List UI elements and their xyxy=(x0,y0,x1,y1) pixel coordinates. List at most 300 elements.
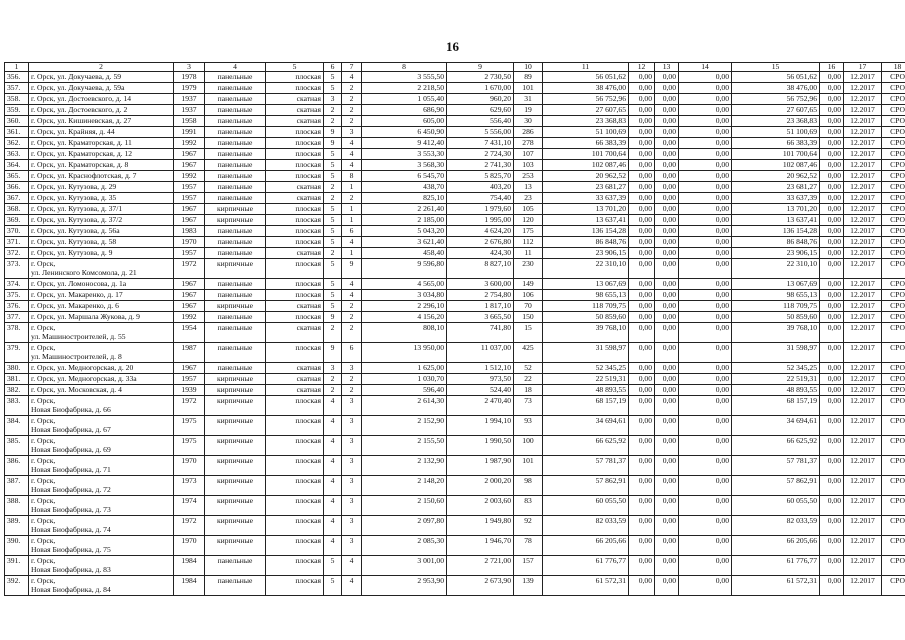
cell-col-12: 0,00 xyxy=(629,476,655,496)
cell-col-13: 0,00 xyxy=(655,237,679,248)
cell-col-16: 0,00 xyxy=(820,363,844,374)
cell-address: г. Орск, ул. Маршала Жукова, д. 9 xyxy=(29,312,174,323)
column-header-address: 2 xyxy=(29,63,174,72)
cell-cost-total: 66 205,66 xyxy=(543,536,629,556)
cell-wall-material: панельные xyxy=(205,193,266,204)
cell-floors: 4 xyxy=(324,416,342,436)
cell-col-13: 0,00 xyxy=(655,259,679,279)
cell-total-area: 3 034,80 xyxy=(362,290,447,301)
cell-col-16: 0,00 xyxy=(820,204,844,215)
cell-cost-total: 22 519,31 xyxy=(543,374,629,385)
cell-residents: 150 xyxy=(514,312,543,323)
cell-wall-material: панельные xyxy=(205,105,266,116)
cell-source: СРО xyxy=(882,556,905,576)
cell-col-13: 0,00 xyxy=(655,116,679,127)
cell-col-12: 0,00 xyxy=(629,171,655,182)
cell-living-area: 403,20 xyxy=(447,182,514,193)
cell-floors: 2 xyxy=(324,116,342,127)
cell-floors: 5 xyxy=(324,72,342,83)
cell-wall-material: кирпичные xyxy=(205,516,266,536)
cell-address: г. Орск, Новая Биофабрика, д. 71 xyxy=(29,456,174,476)
table-row xyxy=(5,556,905,576)
cell-living-area: 1 670,00 xyxy=(447,83,514,94)
cell-source: СРО xyxy=(882,290,905,301)
cell-col-16: 0,00 xyxy=(820,160,844,171)
cell-total-area: 605,00 xyxy=(362,116,447,127)
cell-col-12: 0,00 xyxy=(629,536,655,556)
cell-col-13: 0,00 xyxy=(655,72,679,83)
cell-cost-total: 57 781,37 xyxy=(543,456,629,476)
cell-total-area: 5 043,20 xyxy=(362,226,447,237)
cell-floors: 5 xyxy=(324,576,342,596)
cell-year: 1992 xyxy=(174,171,205,182)
cell-total-area: 2 085,30 xyxy=(362,536,447,556)
cell-total-area: 2 132,90 xyxy=(362,456,447,476)
cell-cost-15: 66 625,92 xyxy=(732,436,820,456)
cell-source: СРО xyxy=(882,215,905,226)
cell-term: 12.2017 xyxy=(844,476,882,496)
cell-term: 12.2017 xyxy=(844,343,882,363)
cell-wall-material: кирпичные xyxy=(205,496,266,516)
cell-cost-15: 23 368,83 xyxy=(732,116,820,127)
cell-col-14: 0,00 xyxy=(679,237,732,248)
cell-address: г. Орск, ул. Краматорская, д. 12 xyxy=(29,149,174,160)
cell-term: 12.2017 xyxy=(844,556,882,576)
cell-living-area: 2 003,60 xyxy=(447,496,514,516)
cell-col-12: 0,00 xyxy=(629,323,655,343)
cell-col-14: 0,00 xyxy=(679,248,732,259)
cell-col-13: 0,00 xyxy=(655,312,679,323)
cell-living-area: 1 979,60 xyxy=(447,204,514,215)
cell-address: г. Орск, ул. Краматорская, д. 8 xyxy=(29,160,174,171)
cell-col-13: 0,00 xyxy=(655,343,679,363)
cell-floors: 3 xyxy=(324,363,342,374)
cell-col-12: 0,00 xyxy=(629,215,655,226)
cell-col-16: 0,00 xyxy=(820,576,844,596)
cell-total-area: 825,10 xyxy=(362,193,447,204)
cell-address: г. Орск, ул. Докучаева, д. 59а xyxy=(29,83,174,94)
cell-cost-total: 51 100,69 xyxy=(543,127,629,138)
cell-wall-material: панельные xyxy=(205,343,266,363)
cell-total-area: 1 030,70 xyxy=(362,374,447,385)
column-header-term: 17 xyxy=(844,63,882,72)
cell-cost-15: 56 051,62 xyxy=(732,72,820,83)
cell-total-area: 3 553,30 xyxy=(362,149,447,160)
cell-total-area: 3 568,30 xyxy=(362,160,447,171)
cell-wall-material: панельные xyxy=(205,226,266,237)
cell-col-14: 0,00 xyxy=(679,456,732,476)
cell-cost-15: 23 681,27 xyxy=(732,182,820,193)
cell-cost-15: 13 637,41 xyxy=(732,215,820,226)
cell-wall-material: панельные xyxy=(205,94,266,105)
cell-col-14: 0,00 xyxy=(679,149,732,160)
cell-source: СРО xyxy=(882,374,905,385)
cell-roof-type: плоская xyxy=(266,396,324,416)
cell-term: 12.2017 xyxy=(844,226,882,237)
cell-roof-type: плоская xyxy=(266,312,324,323)
cell-entrances: 2 xyxy=(342,374,362,385)
cell-floors: 2 xyxy=(324,385,342,396)
cell-total-area: 9 412,40 xyxy=(362,138,447,149)
cell-col-16: 0,00 xyxy=(820,171,844,182)
cell-col-13: 0,00 xyxy=(655,374,679,385)
cell-num: 389. xyxy=(5,516,29,536)
cell-source: СРО xyxy=(882,323,905,343)
cell-source: СРО xyxy=(882,105,905,116)
cell-address: г. Орск, Новая Биофабрика, д. 84 xyxy=(29,576,174,596)
table-row xyxy=(5,138,905,149)
cell-total-area: 2 218,50 xyxy=(362,83,447,94)
cell-entrances: 2 xyxy=(342,193,362,204)
cell-cost-total: 27 607,65 xyxy=(543,105,629,116)
cell-address: г. Орск, ул. Макаренко, д. 17 xyxy=(29,290,174,301)
cell-floors: 5 xyxy=(324,237,342,248)
cell-col-13: 0,00 xyxy=(655,496,679,516)
cell-total-area: 1 625,00 xyxy=(362,363,447,374)
cell-cost-15: 66 383,39 xyxy=(732,138,820,149)
column-header-residents: 10 xyxy=(514,63,543,72)
cell-num: 358. xyxy=(5,94,29,105)
cell-col-14: 0,00 xyxy=(679,436,732,456)
cell-entrances: 2 xyxy=(342,323,362,343)
cell-floors: 2 xyxy=(324,193,342,204)
cell-wall-material: панельные xyxy=(205,116,266,127)
cell-term: 12.2017 xyxy=(844,94,882,105)
cell-entrances: 3 xyxy=(342,396,362,416)
cell-address: г. Орск, Новая Биофабрика, д. 72 xyxy=(29,476,174,496)
cell-cost-15: 86 848,76 xyxy=(732,237,820,248)
cell-col-14: 0,00 xyxy=(679,496,732,516)
cell-living-area: 2 730,50 xyxy=(447,72,514,83)
cell-cost-15: 50 859,60 xyxy=(732,312,820,323)
cell-cost-total: 39 768,10 xyxy=(543,323,629,343)
cell-col-12: 0,00 xyxy=(629,149,655,160)
cell-cost-15: 66 205,66 xyxy=(732,536,820,556)
cell-cost-total: 20 962,52 xyxy=(543,171,629,182)
cell-residents: 89 xyxy=(514,72,543,83)
cell-col-13: 0,00 xyxy=(655,248,679,259)
cell-roof-type: скатная xyxy=(266,248,324,259)
cell-col-14: 0,00 xyxy=(679,105,732,116)
cell-roof-type: плоская xyxy=(266,83,324,94)
cell-residents: 92 xyxy=(514,516,543,536)
cell-num: 379. xyxy=(5,343,29,363)
cell-roof-type: плоская xyxy=(266,279,324,290)
cell-address: г. Орск, ул. Кишиневская, д. 27 xyxy=(29,116,174,127)
cell-num: 361. xyxy=(5,127,29,138)
cell-col-13: 0,00 xyxy=(655,385,679,396)
cell-num: 392. xyxy=(5,576,29,596)
cell-num: 378. xyxy=(5,323,29,343)
cell-col-13: 0,00 xyxy=(655,323,679,343)
cell-roof-type: плоская xyxy=(266,436,324,456)
cell-roof-type: плоская xyxy=(266,416,324,436)
cell-col-16: 0,00 xyxy=(820,516,844,536)
cell-source: СРО xyxy=(882,160,905,171)
cell-col-13: 0,00 xyxy=(655,94,679,105)
cell-col-12: 0,00 xyxy=(629,290,655,301)
cell-cost-15: 56 752,96 xyxy=(732,94,820,105)
cell-cost-total: 52 345,25 xyxy=(543,363,629,374)
cell-roof-type: плоская xyxy=(266,476,324,496)
cell-term: 12.2017 xyxy=(844,182,882,193)
cell-col-14: 0,00 xyxy=(679,171,732,182)
cell-term: 12.2017 xyxy=(844,436,882,456)
cell-year: 1967 xyxy=(174,290,205,301)
cell-residents: 13 xyxy=(514,182,543,193)
cell-num: 366. xyxy=(5,182,29,193)
cell-wall-material: панельные xyxy=(205,556,266,576)
table-row xyxy=(5,83,905,94)
cell-living-area: 424,30 xyxy=(447,248,514,259)
cell-floors: 3 xyxy=(324,94,342,105)
cell-term: 12.2017 xyxy=(844,576,882,596)
cell-address: г. Орск, ул. Медногорская, д. 33а xyxy=(29,374,174,385)
cell-col-12: 0,00 xyxy=(629,94,655,105)
table-row xyxy=(5,259,905,279)
table-row xyxy=(5,312,905,323)
column-header-roof-type: 5 xyxy=(266,63,324,72)
cell-address: г. Орск, ул. Кутузова, д. 58 xyxy=(29,237,174,248)
cell-col-12: 0,00 xyxy=(629,436,655,456)
cell-roof-type: плоская xyxy=(266,215,324,226)
cell-address: г. Орск, ул. Краснофлотская, д. 7 xyxy=(29,171,174,182)
cell-col-16: 0,00 xyxy=(820,385,844,396)
housing-table xyxy=(4,62,905,596)
cell-col-16: 0,00 xyxy=(820,416,844,436)
cell-roof-type: плоская xyxy=(266,138,324,149)
cell-num: 380. xyxy=(5,363,29,374)
cell-living-area: 4 624,20 xyxy=(447,226,514,237)
cell-floors: 5 xyxy=(324,279,342,290)
cell-col-12: 0,00 xyxy=(629,301,655,312)
table-row xyxy=(5,94,905,105)
column-header-source: 18 xyxy=(882,63,905,72)
cell-col-13: 0,00 xyxy=(655,193,679,204)
cell-living-area: 2 724,30 xyxy=(447,149,514,160)
cell-col-14: 0,00 xyxy=(679,323,732,343)
cell-living-area: 5 825,70 xyxy=(447,171,514,182)
cell-address: г. Орск, ул. Краматорская, д. 11 xyxy=(29,138,174,149)
column-header-entrances: 7 xyxy=(342,63,362,72)
cell-cost-15: 136 154,28 xyxy=(732,226,820,237)
cell-entrances: 1 xyxy=(342,215,362,226)
cell-entrances: 2 xyxy=(342,301,362,312)
cell-year: 1978 xyxy=(174,72,205,83)
cell-cost-15: 38 476,00 xyxy=(732,83,820,94)
cell-source: СРО xyxy=(882,536,905,556)
cell-cost-15: 101 700,64 xyxy=(732,149,820,160)
cell-total-area: 1 055,40 xyxy=(362,94,447,105)
cell-term: 12.2017 xyxy=(844,416,882,436)
cell-floors: 5 xyxy=(324,226,342,237)
cell-entrances: 9 xyxy=(342,259,362,279)
cell-total-area: 6 545,70 xyxy=(362,171,447,182)
cell-living-area: 1 990,50 xyxy=(447,436,514,456)
cell-entrances: 1 xyxy=(342,248,362,259)
cell-living-area: 5 556,00 xyxy=(447,127,514,138)
cell-residents: 278 xyxy=(514,138,543,149)
cell-num: 376. xyxy=(5,301,29,312)
cell-col-12: 0,00 xyxy=(629,576,655,596)
cell-year: 1983 xyxy=(174,226,205,237)
cell-cost-15: 20 962,52 xyxy=(732,171,820,182)
cell-year: 1957 xyxy=(174,248,205,259)
table-row xyxy=(5,290,905,301)
column-header-cost-15: 15 xyxy=(732,63,820,72)
cell-col-14: 0,00 xyxy=(679,301,732,312)
cell-col-14: 0,00 xyxy=(679,312,732,323)
cell-entrances: 3 xyxy=(342,496,362,516)
cell-wall-material: панельные xyxy=(205,290,266,301)
cell-source: СРО xyxy=(882,237,905,248)
cell-residents: 70 xyxy=(514,301,543,312)
cell-cost-total: 118 709,75 xyxy=(543,301,629,312)
cell-residents: 230 xyxy=(514,259,543,279)
cell-entrances: 2 xyxy=(342,312,362,323)
cell-wall-material: кирпичные xyxy=(205,396,266,416)
cell-col-14: 0,00 xyxy=(679,363,732,374)
cell-roof-type: плоская xyxy=(266,343,324,363)
cell-col-13: 0,00 xyxy=(655,556,679,576)
cell-roof-type: плоская xyxy=(266,536,324,556)
cell-col-12: 0,00 xyxy=(629,83,655,94)
cell-source: СРО xyxy=(882,127,905,138)
cell-cost-total: 82 033,59 xyxy=(543,516,629,536)
cell-living-area: 11 037,00 xyxy=(447,343,514,363)
cell-floors: 5 xyxy=(324,259,342,279)
cell-entrances: 3 xyxy=(342,476,362,496)
cell-living-area: 1 512,10 xyxy=(447,363,514,374)
cell-floors: 2 xyxy=(324,182,342,193)
cell-residents: 18 xyxy=(514,385,543,396)
cell-col-12: 0,00 xyxy=(629,556,655,576)
cell-source: СРО xyxy=(882,416,905,436)
cell-col-14: 0,00 xyxy=(679,343,732,363)
cell-num: 377. xyxy=(5,312,29,323)
cell-floors: 9 xyxy=(324,343,342,363)
cell-address: г. Орск, ул. Крайняя, д. 44 xyxy=(29,127,174,138)
column-header-wall-material: 4 xyxy=(205,63,266,72)
column-header-col-16: 16 xyxy=(820,63,844,72)
table-row xyxy=(5,374,905,385)
cell-residents: 105 xyxy=(514,204,543,215)
cell-address: г. Орск, ул. Медногорская, д. 20 xyxy=(29,363,174,374)
cell-col-12: 0,00 xyxy=(629,248,655,259)
cell-wall-material: панельные xyxy=(205,138,266,149)
table-row xyxy=(5,456,905,476)
cell-cost-total: 56 752,96 xyxy=(543,94,629,105)
cell-col-12: 0,00 xyxy=(629,127,655,138)
cell-address: г. Орск, ул. Машиностроителей, д. 55 xyxy=(29,323,174,343)
cell-living-area: 1 949,80 xyxy=(447,516,514,536)
column-header-floors: 6 xyxy=(324,63,342,72)
cell-num: 383. xyxy=(5,396,29,416)
cell-total-area: 3 555,50 xyxy=(362,72,447,83)
cell-residents: 93 xyxy=(514,416,543,436)
table-row xyxy=(5,116,905,127)
cell-year: 1967 xyxy=(174,279,205,290)
cell-residents: 30 xyxy=(514,116,543,127)
table-row xyxy=(5,476,905,496)
cell-roof-type: плоская xyxy=(266,171,324,182)
cell-entrances: 4 xyxy=(342,160,362,171)
cell-residents: 101 xyxy=(514,83,543,94)
cell-year: 1970 xyxy=(174,536,205,556)
cell-col-13: 0,00 xyxy=(655,171,679,182)
cell-num: 364. xyxy=(5,160,29,171)
cell-residents: 106 xyxy=(514,290,543,301)
cell-col-16: 0,00 xyxy=(820,323,844,343)
cell-term: 12.2017 xyxy=(844,259,882,279)
cell-entrances: 2 xyxy=(342,385,362,396)
cell-address: г. Орск, Новая Биофабрика, д. 67 xyxy=(29,416,174,436)
cell-col-16: 0,00 xyxy=(820,476,844,496)
cell-col-16: 0,00 xyxy=(820,436,844,456)
cell-entrances: 8 xyxy=(342,171,362,182)
cell-num: 360. xyxy=(5,116,29,127)
cell-cost-15: 23 906,15 xyxy=(732,248,820,259)
cell-term: 12.2017 xyxy=(844,496,882,516)
cell-source: СРО xyxy=(882,149,905,160)
cell-roof-type: плоская xyxy=(266,259,324,279)
cell-address: г. Орск, Новая Биофабрика, д. 75 xyxy=(29,536,174,556)
cell-cost-15: 61 776,77 xyxy=(732,556,820,576)
cell-col-16: 0,00 xyxy=(820,343,844,363)
cell-roof-type: плоская xyxy=(266,72,324,83)
column-header-total-area: 8 xyxy=(362,63,447,72)
cell-col-16: 0,00 xyxy=(820,290,844,301)
table-row xyxy=(5,323,905,343)
cell-wall-material: кирпичные xyxy=(205,385,266,396)
cell-entrances: 4 xyxy=(342,72,362,83)
cell-address: г. Орск, ул. Достоевского, д. 2 xyxy=(29,105,174,116)
column-header-num: 1 xyxy=(5,63,29,72)
cell-cost-15: 98 655,13 xyxy=(732,290,820,301)
cell-col-13: 0,00 xyxy=(655,226,679,237)
cell-col-12: 0,00 xyxy=(629,312,655,323)
cell-term: 12.2017 xyxy=(844,301,882,312)
cell-total-area: 2 148,20 xyxy=(362,476,447,496)
cell-cost-total: 13 067,69 xyxy=(543,279,629,290)
cell-cost-total: 68 157,19 xyxy=(543,396,629,416)
cell-total-area: 2 261,40 xyxy=(362,204,447,215)
column-header-living-area: 9 xyxy=(447,63,514,72)
cell-wall-material: панельные xyxy=(205,149,266,160)
table-row xyxy=(5,363,905,374)
cell-col-16: 0,00 xyxy=(820,182,844,193)
cell-source: СРО xyxy=(882,363,905,374)
cell-col-12: 0,00 xyxy=(629,237,655,248)
cell-col-14: 0,00 xyxy=(679,94,732,105)
cell-living-area: 741,80 xyxy=(447,323,514,343)
cell-num: 365. xyxy=(5,171,29,182)
cell-col-13: 0,00 xyxy=(655,149,679,160)
cell-residents: 253 xyxy=(514,171,543,182)
cell-term: 12.2017 xyxy=(844,72,882,83)
cell-col-16: 0,00 xyxy=(820,536,844,556)
cell-wall-material: кирпичные xyxy=(205,456,266,476)
cell-col-14: 0,00 xyxy=(679,290,732,301)
cell-floors: 2 xyxy=(324,374,342,385)
cell-cost-total: 23 681,27 xyxy=(543,182,629,193)
cell-entrances: 3 xyxy=(342,536,362,556)
cell-total-area: 2 296,10 xyxy=(362,301,447,312)
cell-cost-total: 31 598,97 xyxy=(543,343,629,363)
cell-source: СРО xyxy=(882,576,905,596)
table-row xyxy=(5,436,905,456)
cell-source: СРО xyxy=(882,312,905,323)
